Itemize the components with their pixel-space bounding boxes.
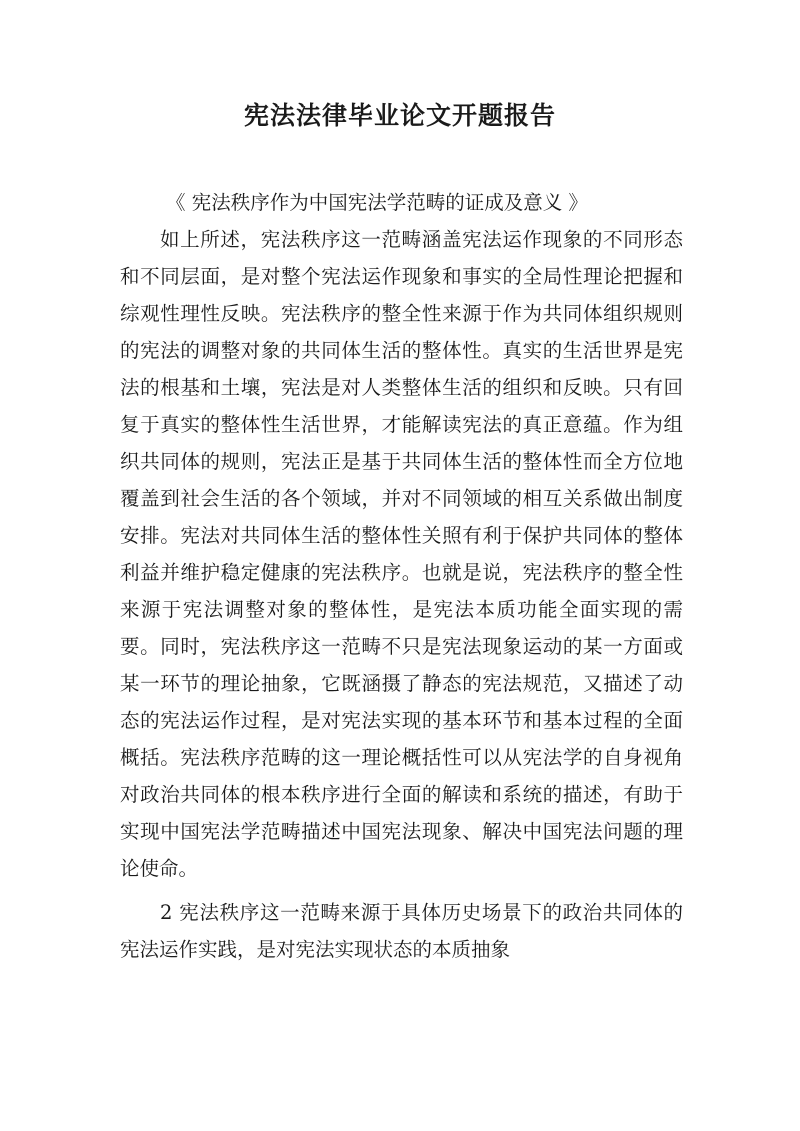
document-title: 宪法法律毕业论文开题报告 [243, 101, 556, 130]
document-subtitle: 《 宪法秩序作为中国宪法学范畴的证成及意义 》 [166, 191, 588, 214]
paragraph: 2 宪法秩序这一范畴来源于具体历史场景下的政治共同体的宪法运作实践，是对宪法实现状态的本质抽象 [120, 901, 683, 961]
paragraph: 如上所述，宪法秩序这一范畴涵盖宪法运作现象的不同形态和不同层面，是对整个宪法运作现象和事实的全局性理论把握和综观性理性反映。宪法秩序的整全性来源于作为共同体组织规则的宪法的调整对象的共同体生活的整体性。真实的生活世界是宪法的根基和土壤，宪法是对人类整体生活的组织和反映。只有回复于真实的整体性生活世界，才能解读宪法的真正意蕴。作为组织共同体的规则，宪法正是基于共同体生活的整体性而全方位地覆盖到社会生活的各个领域，并对不同领域的相互关系做出制度安排。宪法对共同体生活的整体性关照有利于保护共同体的整体利益并维护稳定健康的宪法秩序。也就是说，宪法秩序的整全性来源于宪法调整对象的整体性，是宪法本质功能全面实现的需要。同时，宪法秩序这一范畴不只是宪法现象运动的某一方面或某一环节的理论抽象，它既涵摄了静态的宪法规范，又描述了动态的宪法运作过程，是对宪法实现的基本环节和基本过程的全面概括。宪法秩序范畴的这一理论概括性可以从宪法学的自身视角对政治共同体的根本秩序进行全面的解读和系统的描述，有助于实现中国宪法学范畴描述中国宪法现象、解决中国宪法问题的理论使命。 [120, 228, 683, 880]
document-body [120, 184, 683, 968]
